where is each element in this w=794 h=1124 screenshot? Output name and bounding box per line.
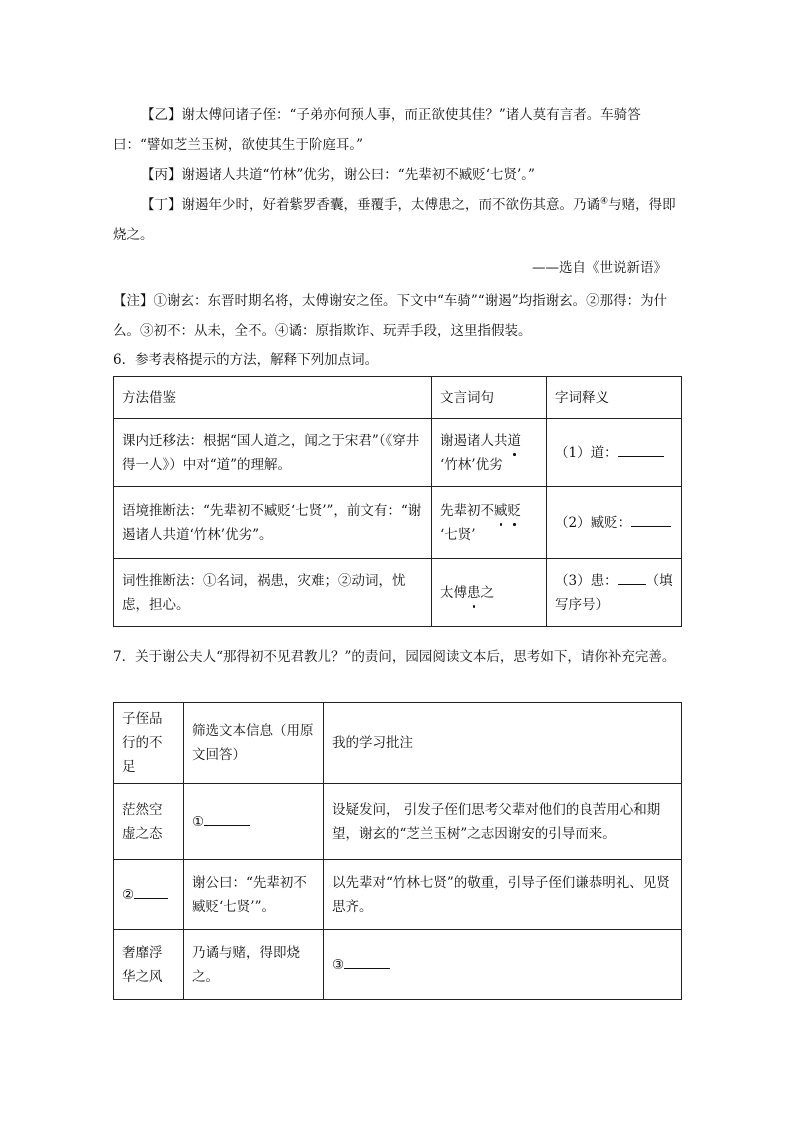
q6-phrase-text: 太傅 bbox=[440, 584, 467, 601]
passage-bing: 【丙】谢遏诸人共道“竹林”优劣，谢公曰：“先辈初不臧贬‘七贤’。” bbox=[141, 167, 535, 183]
q6-answer-label: （1）道： bbox=[555, 444, 618, 461]
q7-comment-cell bbox=[324, 930, 682, 1000]
answer-blank[interactable] bbox=[134, 884, 168, 899]
q6-phrase-text: 谢遏诸人共 bbox=[440, 432, 508, 449]
q7-header-row bbox=[114, 703, 682, 784]
q6-header-meaning: 字词释义 bbox=[547, 377, 682, 419]
q6-answer-cell bbox=[547, 419, 682, 487]
passage-ding-text-a: 【丁】谢遏年少时，好着紫罗香囊，垂覆手，太傅患之，而不欲伤其意。乃谲 bbox=[141, 197, 600, 213]
emphasis-dot-char: 患 bbox=[467, 581, 481, 605]
q7-prompt: 7．关于谢公夫人“那得初不见君教儿？”的责问，园园阅读文本后，思考如下，请你补充完善。 bbox=[113, 649, 676, 665]
q6-header-row bbox=[114, 377, 682, 419]
q6-table bbox=[113, 376, 682, 627]
q6-phrase-cell bbox=[432, 559, 547, 627]
q6-header-phrase: 文言词句 bbox=[432, 377, 547, 419]
q7-header-comment: 我的学习批注 bbox=[324, 703, 682, 784]
q7-comment-cell: 设疑发问， 引发子侄们思考父辈对他们的良苦用心和期望，谢玄的“芝兰玉树”之志因谢安的引导而来。 bbox=[324, 784, 682, 860]
q6-answer-cell bbox=[547, 559, 682, 627]
passage-yi: 【乙】谢太傅问诸子侄：“子弟亦何预人事，而正欲使其佳？”诸人莫有言者。车骑答曰：“譬如芝兰玉树，欲使其生于阶庭耳。” bbox=[113, 107, 641, 153]
answer-blank[interactable] bbox=[344, 954, 390, 969]
q6-row bbox=[114, 419, 682, 487]
q7-header-info: 筛选文本信息（用原文回答） bbox=[184, 703, 324, 784]
q7-comment-cell: 以先辈对“竹林七贤”的敬重，引导子侄们谦恭明礼、见贤思齐。 bbox=[324, 860, 682, 930]
q6-method-cell: 词性推断法：①名词，祸患，灾难；②动词，忧虑，担心。 bbox=[114, 559, 432, 627]
q7-info-cell: 乃谲与赌，得即烧之。 bbox=[184, 930, 324, 1000]
q7-info-cell bbox=[184, 784, 324, 860]
q7-trait-cell: 奢靡浮华之风 bbox=[114, 930, 184, 1000]
q6-method-cell: 语境推断法：“先辈初不臧贬‘七贤’”，前文有：“谢遏诸人共道‘竹林’优劣”。 bbox=[114, 487, 432, 559]
q7-header-trait: 子侄品行的不足 bbox=[114, 703, 184, 784]
q7-row bbox=[114, 930, 682, 1000]
emphasis-dot-char: 贬 bbox=[508, 499, 522, 523]
q7-info-cell: 谢公曰：“先辈初不臧贬‘七贤’”。 bbox=[184, 860, 324, 930]
passage-ding-text-b: 与赌，得即烧之。 bbox=[113, 197, 676, 243]
q7-info-label: ① bbox=[192, 813, 205, 830]
q6-phrase-text: ‘竹林’优劣 bbox=[440, 456, 503, 473]
answer-blank[interactable] bbox=[204, 811, 250, 826]
q7-table bbox=[113, 702, 682, 1000]
q6-answer-label: （2）臧贬： bbox=[555, 514, 632, 531]
q6-phrase-text: ‘七贤’ bbox=[440, 526, 476, 543]
q7-row bbox=[114, 784, 682, 860]
q6-phrase-cell bbox=[432, 419, 547, 487]
answer-blank[interactable] bbox=[631, 512, 671, 527]
footnote-marker: ④ bbox=[600, 196, 609, 207]
q6-row bbox=[114, 559, 682, 627]
q6-header-method: 方法借鉴 bbox=[114, 377, 432, 419]
q6-phrase-cell bbox=[432, 487, 547, 559]
q6-phrase-text: 之 bbox=[480, 584, 494, 601]
answer-blank[interactable] bbox=[618, 570, 646, 585]
q7-trait-label: ② bbox=[122, 886, 135, 903]
q7-trait-cell bbox=[114, 860, 184, 930]
q7-trait-cell: 茫然空虚之态 bbox=[114, 784, 184, 860]
q7-comment-label: ③ bbox=[332, 956, 345, 973]
passage-note: 【注】①谢玄：东晋时期名将，太傅谢安之侄。下文中“车骑”“谢遏”均指谢玄。②那得：为什么。③初不：从未，全不。④谲：原指欺诈、玩弄手段，这里指假装。 bbox=[113, 293, 668, 339]
passage-ding bbox=[113, 190, 681, 250]
answer-blank[interactable] bbox=[618, 442, 664, 457]
q6-row bbox=[114, 487, 682, 559]
emphasis-dot-char: 臧 bbox=[494, 499, 508, 523]
q7-row bbox=[114, 860, 682, 930]
q6-prompt: 6．参考表格提示的方法，解释下列加点词。 bbox=[113, 352, 379, 368]
q6-phrase-text: 先辈初不 bbox=[440, 502, 494, 519]
q6-method-cell: 课内迁移法：根据“国人道之，闻之于宋君”（《穿井得一人》）中对“道”的理解。 bbox=[114, 419, 432, 487]
q6-answer-label: （3）患： bbox=[555, 572, 618, 589]
q6-answer-label: （填写序号） bbox=[555, 572, 673, 613]
emphasis-dot-char: 道 bbox=[508, 429, 522, 453]
passage-source: ——选自《世说新语》 bbox=[532, 260, 667, 276]
q6-answer-cell bbox=[547, 487, 682, 559]
